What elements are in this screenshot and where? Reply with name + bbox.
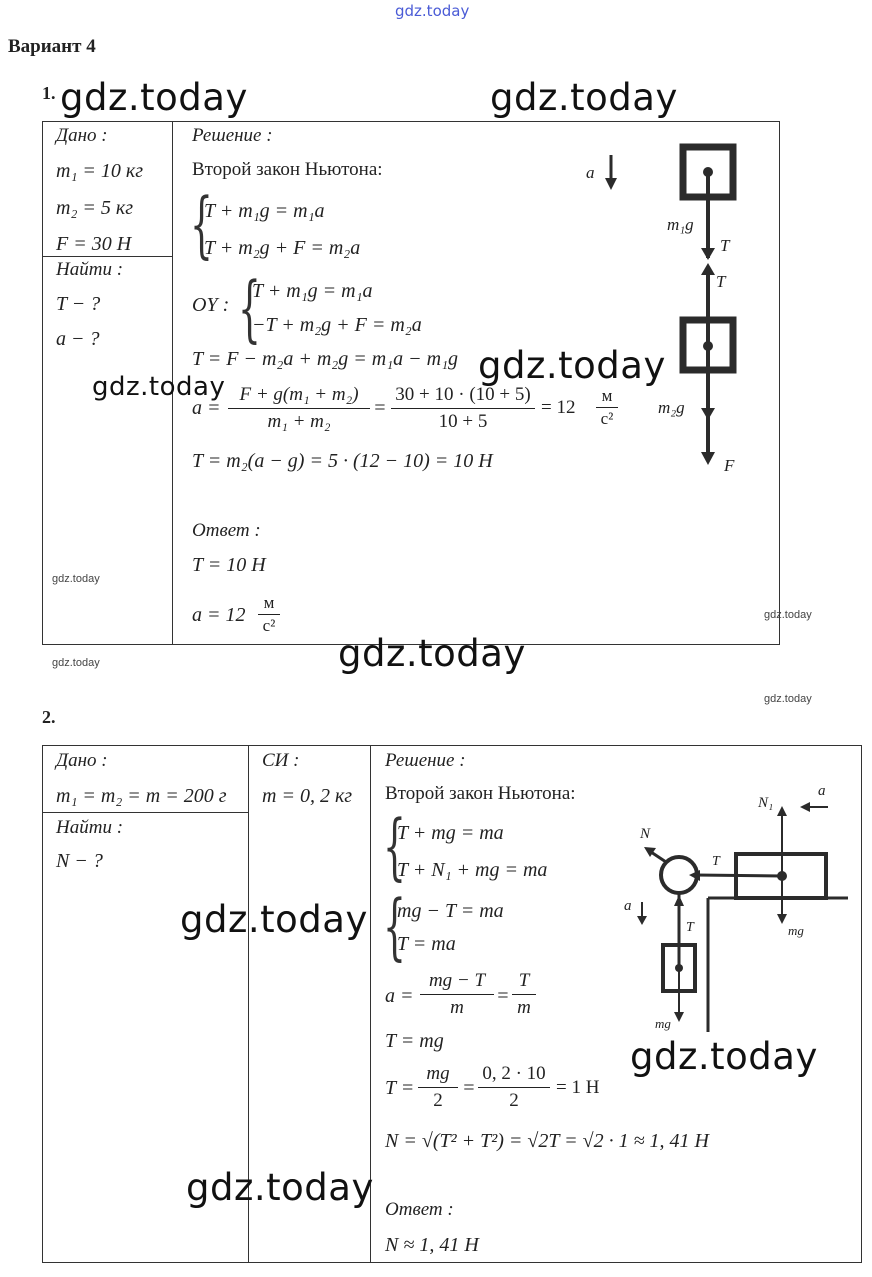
p1-a-val: = 12 (541, 397, 576, 418)
p2-a-eq: = (496, 985, 510, 1007)
p2-brace-2: { (383, 884, 406, 968)
p2-law: Второй закон Ньютона: (385, 783, 576, 804)
p1-a-den2: 10 + 5 (438, 411, 488, 432)
p2-brace-1: { (383, 804, 406, 888)
p1-given-divider (42, 256, 173, 257)
p2-t-val: = 1 Н (556, 1077, 600, 1098)
p2-t-eq: = (462, 1077, 476, 1099)
watermark-large: gdz.today (186, 1166, 374, 1209)
p2-solution-label: Решение : (385, 750, 466, 771)
p2-diag-mg-right: mg (788, 923, 804, 938)
p2-bottom-border (42, 1262, 862, 1263)
watermark-small: gdz.today (764, 693, 812, 705)
p1-given-f: F = 30 Н (56, 233, 132, 255)
watermark-large: gdz.today (338, 632, 526, 675)
p1-given-label: Дано : (56, 125, 108, 146)
p2-find-label: Найти : (56, 817, 124, 838)
p1-given-m1: m₁ = 10 кг (56, 160, 144, 182)
p2-diag-t-horizontal: T (712, 854, 720, 869)
watermark-large: gdz.today (630, 1035, 818, 1078)
p2-top-border (42, 745, 862, 746)
p2-diag-t-vertical: T (686, 920, 694, 935)
p2-a-fraction-2: T m (512, 970, 536, 1019)
p1-a-fraction-2 (391, 384, 535, 433)
p2-given-divider (42, 812, 249, 813)
p2-left-border (42, 745, 43, 1263)
p2-find-n: N − ? (56, 850, 103, 872)
p2-diag-n1: N₁ (758, 795, 774, 811)
p1-right-border (779, 121, 780, 645)
watermark-large: gdz.today (60, 76, 248, 119)
p1-diag-t2: T (716, 272, 726, 291)
p1-a-num2: 30 + 10 · (10 + 5) (395, 384, 531, 405)
p1-system-eq1: T + m₁g = m₁a (204, 200, 325, 222)
p1-diag-t1: T (720, 236, 730, 255)
p1-top-border (42, 121, 780, 122)
p1-t-expr: T = F − m₂a + m₂g = m₁a − m₁g (192, 348, 459, 370)
p2-diag-a-side: a (624, 898, 632, 914)
p2-t-fraction-2: 0, 2 · 10 2 (478, 1063, 550, 1112)
p1-oy-eq2: −T + m₂g + F = m₂a (252, 314, 422, 336)
p1-answer-t: T = 10 Н (192, 554, 266, 576)
p1-brace-2: { (238, 266, 261, 350)
p2-t-fraction-1: mg 2 (418, 1063, 458, 1112)
p1-brace-1: { (190, 182, 213, 266)
p1-system-eq2: T + m₂g + F = m₂a (204, 237, 361, 259)
watermark-medium: gdz.today (92, 372, 226, 402)
p1-answer-a: a = 12 (192, 604, 246, 626)
p1-find-t: T − ? (56, 293, 101, 315)
p2-diag-a-top: a (818, 783, 826, 799)
p1-find-a: a − ? (56, 328, 100, 350)
problem2-number: 2. (42, 707, 56, 727)
watermark-small: gdz.today (52, 657, 100, 669)
p2-n-expr: N = √(T² + T²) = √2T = √2 · 1 ≈ 1, 41 Н (385, 1130, 709, 1152)
p1-a-eq: = (373, 397, 387, 419)
p1-a-fraction-1 (228, 384, 370, 433)
p1-law: Второй закон Ньютона: (192, 159, 383, 180)
p2-t-mg: T = mg (385, 1030, 444, 1052)
p2-given-label: Дано : (56, 750, 108, 771)
watermark-large: gdz.today (490, 76, 678, 119)
p1-t-final: T = m₂(a − g) = 5 · (12 − 10) = 10 Н (192, 450, 493, 472)
p1-solution-label: Решение : (192, 125, 273, 146)
p1-diag-a: a (586, 163, 595, 182)
p1-unit-num: м (601, 386, 613, 405)
p2-diag-mg-bottom: mg (655, 1016, 671, 1031)
p2-system-eq2: T + N₁ + mg = ma (397, 859, 548, 881)
p2-force-diagram (620, 780, 860, 1040)
p2-diag-n: N (640, 826, 651, 842)
p1-find-label: Найти : (56, 259, 124, 280)
p2-system2-eq1: mg − T = ma (397, 900, 504, 922)
p2-answer-label: Ответ : (385, 1199, 454, 1220)
p1-a-num: F + g(m₁ + m₂) (239, 384, 359, 405)
problem1-number: 1. (42, 83, 56, 103)
p2-t-lhs: T = (385, 1077, 415, 1099)
p1-diag-m2g: m₂g (658, 398, 685, 417)
p1-oy-eq1: T + m₁g = m₁a (252, 280, 373, 302)
p1-given-m2: m₂ = 5 кг (56, 197, 134, 219)
p1-a-den: m₁ + m₂ (267, 411, 331, 432)
variant-title: Вариант 4 (8, 36, 96, 57)
p1-diag-f: F (724, 456, 735, 475)
p1-unit-den: с² (600, 409, 614, 428)
watermark-small: gdz.today (764, 609, 812, 621)
p1-answer-label: Ответ : (192, 520, 261, 541)
p2-si-m: m = 0, 2 кг (262, 785, 353, 807)
p2-si-label: СИ : (262, 750, 300, 771)
p2-a-lhs: a = (385, 985, 414, 1007)
p1-force-diagram (580, 140, 760, 480)
p1-oy-label: OY : (192, 294, 230, 316)
p2-system2-eq2: T = ma (397, 933, 456, 955)
p1-answer-unit: м с² (258, 593, 280, 636)
p1-a-lhs: a = (192, 397, 221, 419)
watermark-large: gdz.today (180, 898, 368, 941)
p1-left-border (42, 121, 43, 645)
p2-given-m: m₁ = m₂ = m = 200 г (56, 785, 227, 807)
p2-answer-n: N ≈ 1, 41 Н (385, 1234, 479, 1256)
watermark-top: gdz.today (395, 2, 470, 20)
p2-right-border (861, 745, 862, 1263)
p1-diag-m1g: m₁g (667, 215, 694, 234)
watermark-small: gdz.today (52, 573, 100, 585)
p2-a-fraction-1: mg − T m (420, 970, 494, 1019)
watermark-large: gdz.today (478, 344, 666, 387)
p2-system-eq1: T + mg = ma (397, 822, 504, 844)
